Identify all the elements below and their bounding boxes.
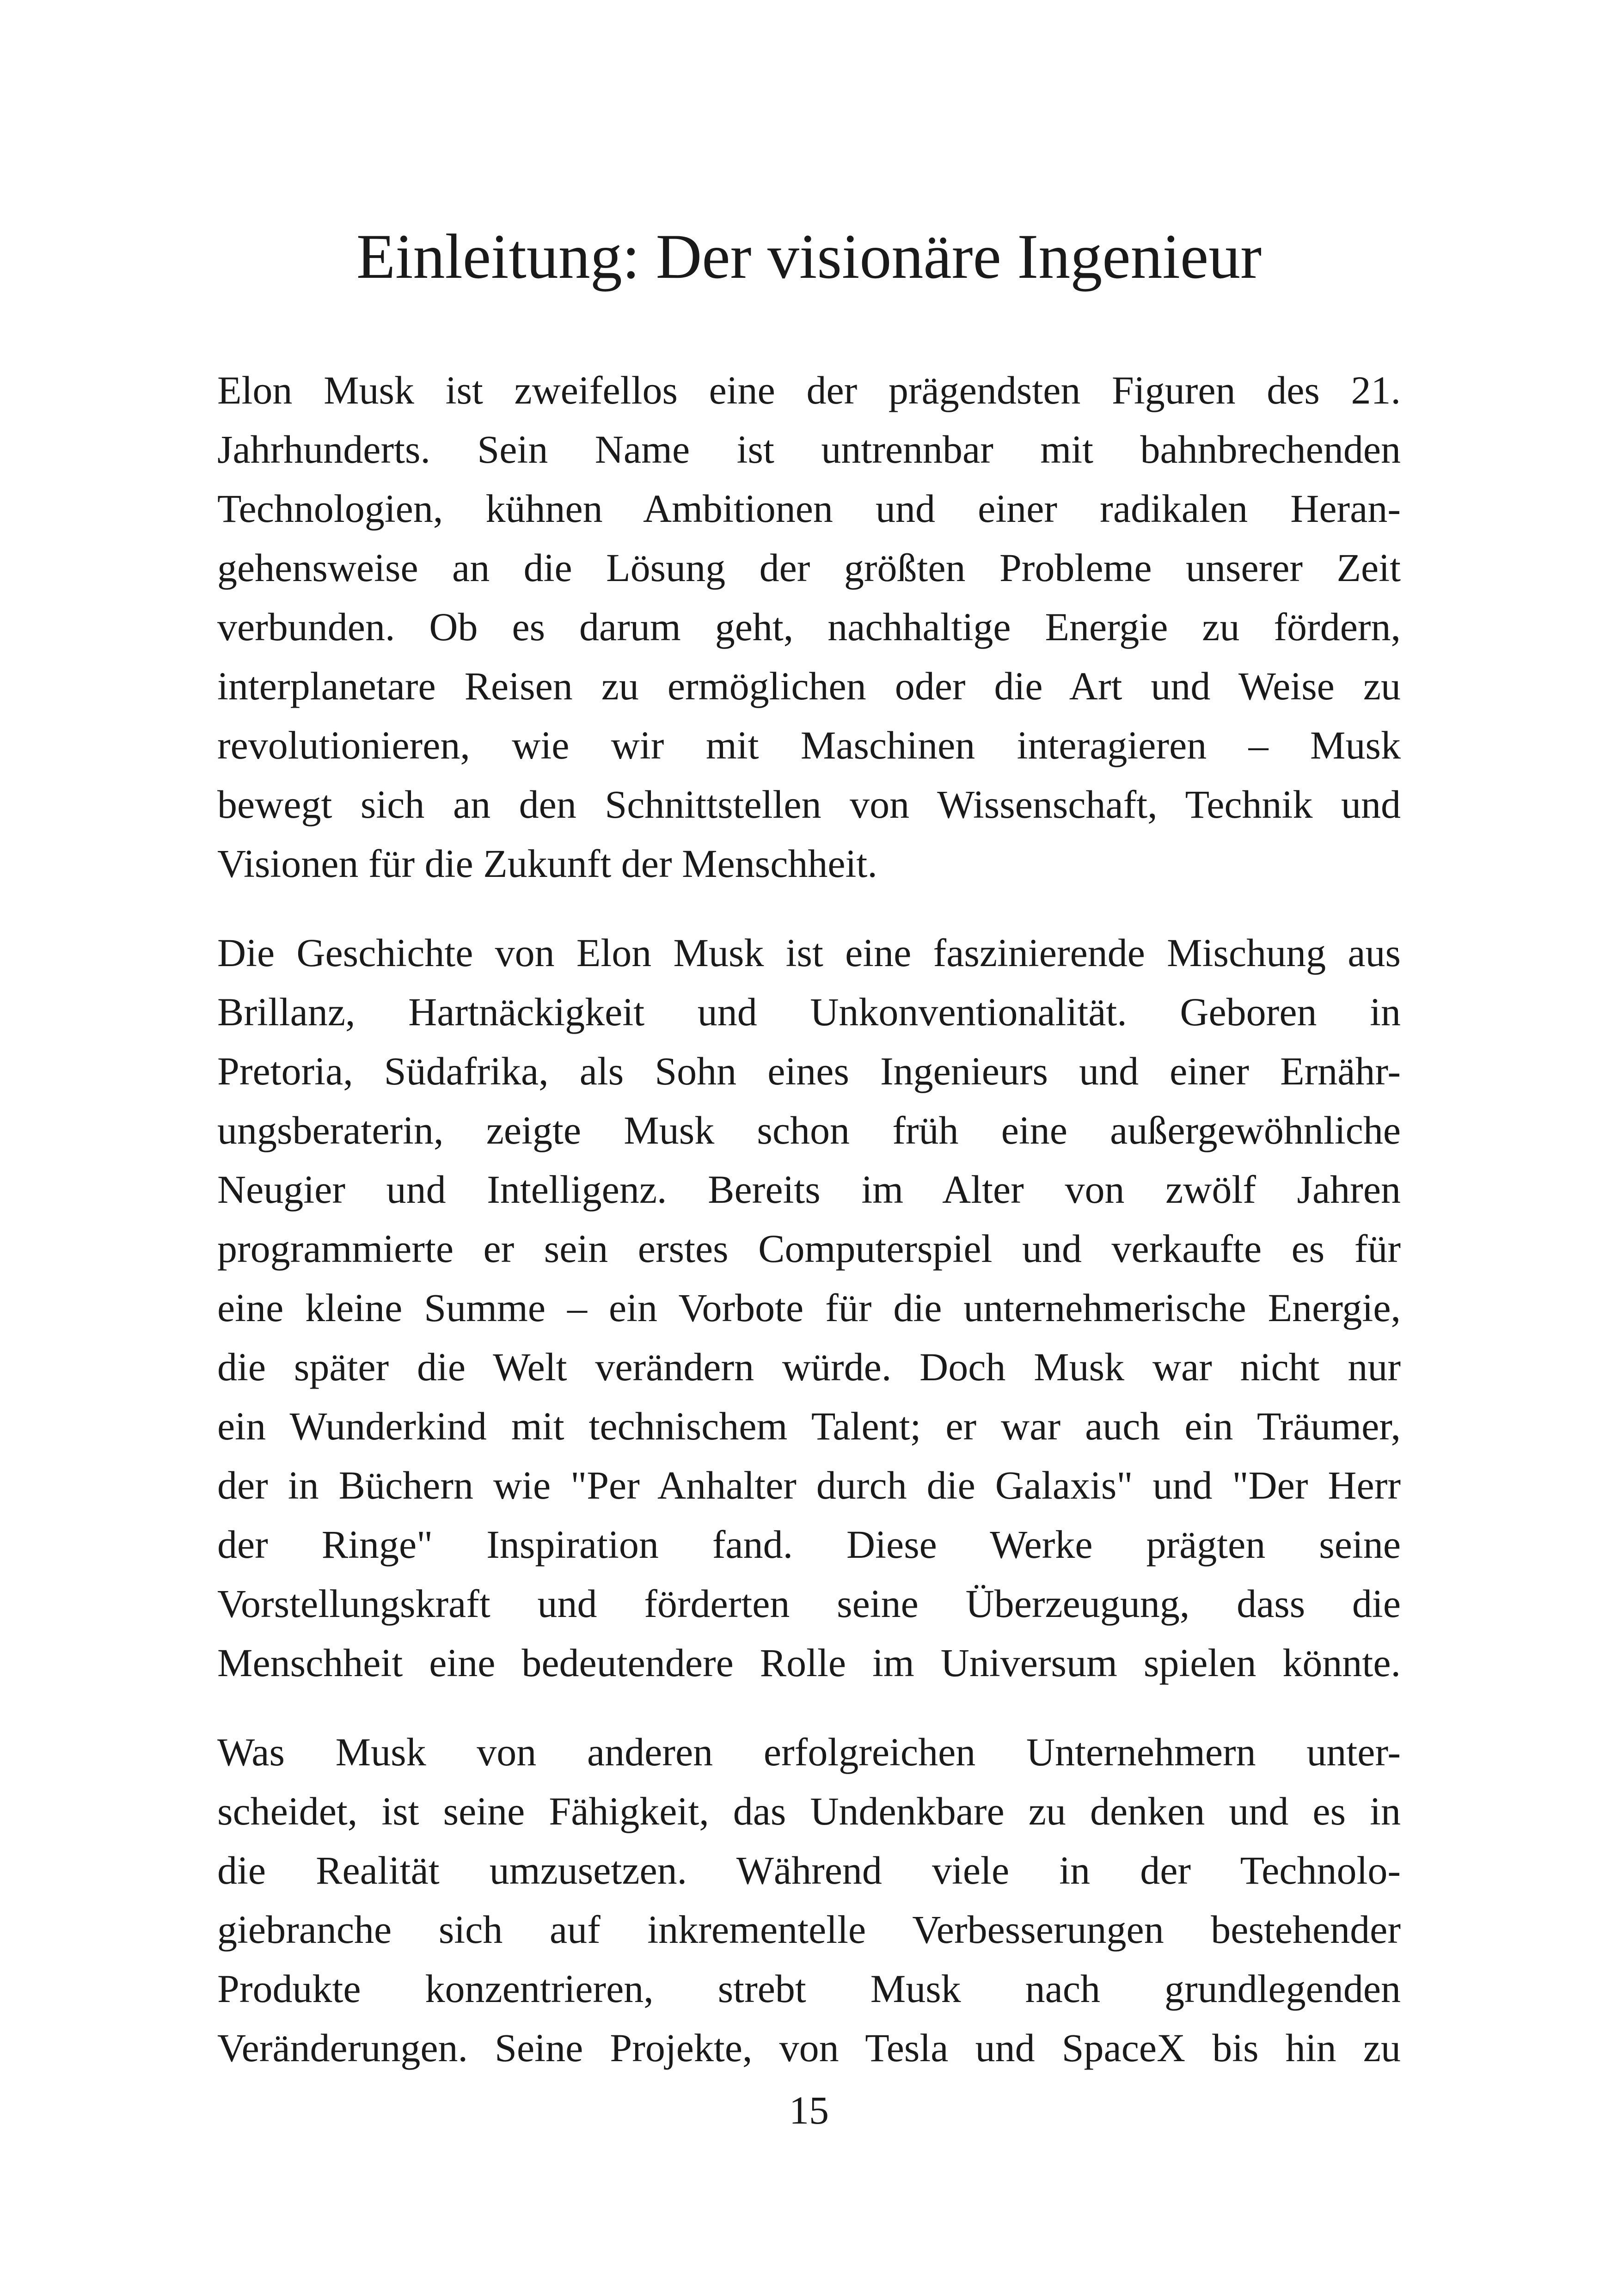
text-line: programmierte er sein erstes Computerspiel und verkaufte es für	[217, 1226, 1401, 1271]
body-text	[217, 361, 1401, 2107]
text-line: verbunden. Ob es darum geht, nachhaltige Energie zu fördern,	[217, 605, 1401, 649]
text-line: revolutionieren, wie wir mit Maschinen interagieren – Musk	[217, 723, 1401, 767]
chapter-title: Einleitung: Der visionäre Ingenieur	[356, 221, 1262, 292]
text-line: Brillanz, Hartnäckigkeit und Unkonventionalität. Geboren in	[217, 990, 1401, 1034]
text-line: die später die Welt verändern würde. Doch Musk war nicht nur	[217, 1345, 1401, 1389]
text-line: eine kleine Summe – ein Vorbote für die unternehmerische Energie,	[217, 1286, 1401, 1330]
text-line: Vorstellungskraft und förderten seine Überzeugung, dass die	[217, 1581, 1401, 1626]
text-line: bewegt sich an den Schnittstellen von Wissenschaft, Technik und	[217, 782, 1401, 827]
text-line: Visionen für die Zukunft der Menschheit.	[217, 841, 877, 886]
text-line: Neugier und Intelligenz. Bereits im Alter von zwölf Jahren	[217, 1167, 1401, 1212]
text-line: der Ringe" Inspiration fand. Diese Werke prägten seine	[217, 1522, 1401, 1567]
text-line: Was Musk von anderen erfolgreichen Unternehmern unter-	[217, 1730, 1401, 1774]
paragraph	[217, 923, 1401, 1692]
text-line: Die Geschichte von Elon Musk ist eine faszinierende Mischung aus	[217, 931, 1401, 975]
text-line: Produkte konzentrieren, strebt Musk nach grundlegenden	[217, 1966, 1401, 2011]
text-line: ein Wunderkind mit technischem Talent; er war auch ein Träumer,	[217, 1404, 1401, 1448]
paragraph	[217, 1722, 1401, 2077]
text-line: Elon Musk ist zweifellos eine der prägendsten Figuren des 21.	[217, 368, 1401, 412]
text-line: Technologien, kühnen Ambitionen und einer radikalen Heran-	[217, 486, 1401, 531]
text-line: Menschheit eine bedeutendere Rolle im Universum spielen könnte.	[217, 1641, 1401, 1685]
text-line: Veränderungen. Seine Projekte, von Tesla und SpaceX bis hin zu	[217, 2026, 1401, 2070]
text-line: die Realität umzusetzen. Während viele in der Technolo-	[217, 1848, 1401, 1892]
page-number: 15	[789, 2088, 829, 2132]
text-line: Pretoria, Südafrika, als Sohn eines Ingenieurs und einer Ernähr-	[217, 1049, 1401, 1093]
text-line: scheidet, ist seine Fähigkeit, das Undenkbare zu denken und es in	[217, 1789, 1401, 1833]
text-line: interplanetare Reisen zu ermöglichen oder die Art und Weise zu	[217, 664, 1401, 708]
text-line: der in Büchern wie "Per Anhalter durch die Galaxis" und "Der Herr	[217, 1463, 1401, 1507]
text-line: Jahrhunderts. Sein Name ist untrennbar mit bahnbrechenden	[217, 427, 1401, 471]
text-line: ungsberaterin, zeigte Musk schon früh eine außergewöhnliche	[217, 1108, 1401, 1152]
text-line: giebranche sich auf inkrementelle Verbesserungen bestehender	[217, 1907, 1401, 1952]
paragraph	[217, 361, 1401, 893]
text-line: gehensweise an die Lösung der größten Probleme unserer Zeit	[217, 545, 1401, 590]
